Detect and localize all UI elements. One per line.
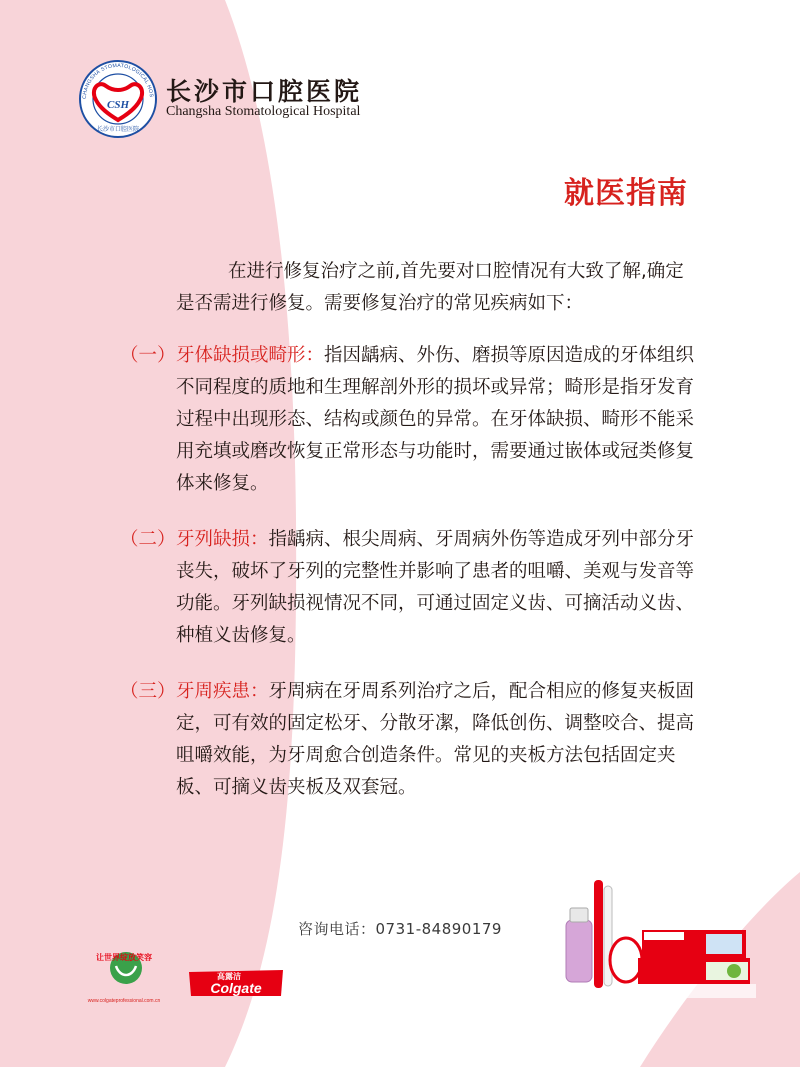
- hospital-logo: [76, 58, 164, 140]
- section-body: 牙周病在牙周系列治疗之后，配合相应的修复夹板固定，可有效的固定松牙、分散牙㓗，降低创伤、调整咬合、提高咀嚼效能，为牙周愈合创造条件。常见的夹板方法包括固定夹板、可摘义齿夹板及双套冠。: [176, 681, 695, 798]
- svg-text:高露洁: 高露洁: [217, 972, 241, 981]
- svg-text:让世界绽放笑容: 让世界绽放笑容: [96, 953, 152, 962]
- section-heading: 牙体缺损或畸形：: [176, 345, 325, 366]
- section-3: [120, 676, 696, 804]
- page-title: 就医指南: [564, 176, 688, 211]
- section-heading: 牙周疾患：: [176, 681, 269, 702]
- svg-text:长沙市口腔医院: 长沙市口腔医院: [96, 126, 140, 133]
- svg-text:CHANGSHA STOMATOLOGICAL HOSPIT: CHANGSHA STOMATOLOGICAL HOS: [81, 62, 154, 100]
- consult-phone: 咨询电话：0731-84890179: [298, 920, 502, 938]
- section-2: [120, 524, 696, 652]
- svg-text:CSH: CSH: [106, 99, 130, 111]
- guide-content: [120, 256, 696, 804]
- hospital-name-en: Changsha Stomatological Hospital: [166, 104, 361, 119]
- svg-text:Colgate: Colgate: [210, 980, 262, 996]
- colgate-logo: [187, 968, 285, 998]
- world-smile-logo: [80, 944, 170, 1006]
- intro-paragraph: 在进行修复治疗之前,首先要对口腔情况有大致了解,确定是否需进行修复。需要修复治疗的常见疾病如下：: [176, 261, 684, 314]
- colgate-products-image: [556, 878, 770, 1008]
- section-number: （一）: [120, 345, 176, 366]
- section-number: （二）: [120, 529, 176, 550]
- section-body: 指因龋病、外伤、磨损等原因造成的牙体组织不同程度的质地和生理解剖外形的损坏或异常；畸形是指牙发育过程中出现形态、结构或颜色的异常。在牙体缺损、畸形不能采用充填或磨改恢复正常形态与功能时，需要通过嵌体或冠类修复体来修复。: [176, 345, 695, 494]
- section-heading: 牙列缺损：: [176, 529, 269, 550]
- section-number: （三）: [120, 681, 176, 702]
- svg-text:www.colgateprofessional.com.cn: www.colgateprofessional.com.cn: [87, 998, 161, 1004]
- hospital-name-cn: 长沙市口腔医院: [166, 77, 363, 106]
- section-1: [120, 340, 696, 500]
- section-body: 指龋病、根尖周病、牙周病外伤等造成牙列中部分牙丧失，破坏了牙列的完整性并影响了患者的咀嚼、美观与发音等功能。牙列缺损视情况不同，可通过固定义齿、可摘活动义齿、种植义齿修复。: [176, 529, 695, 646]
